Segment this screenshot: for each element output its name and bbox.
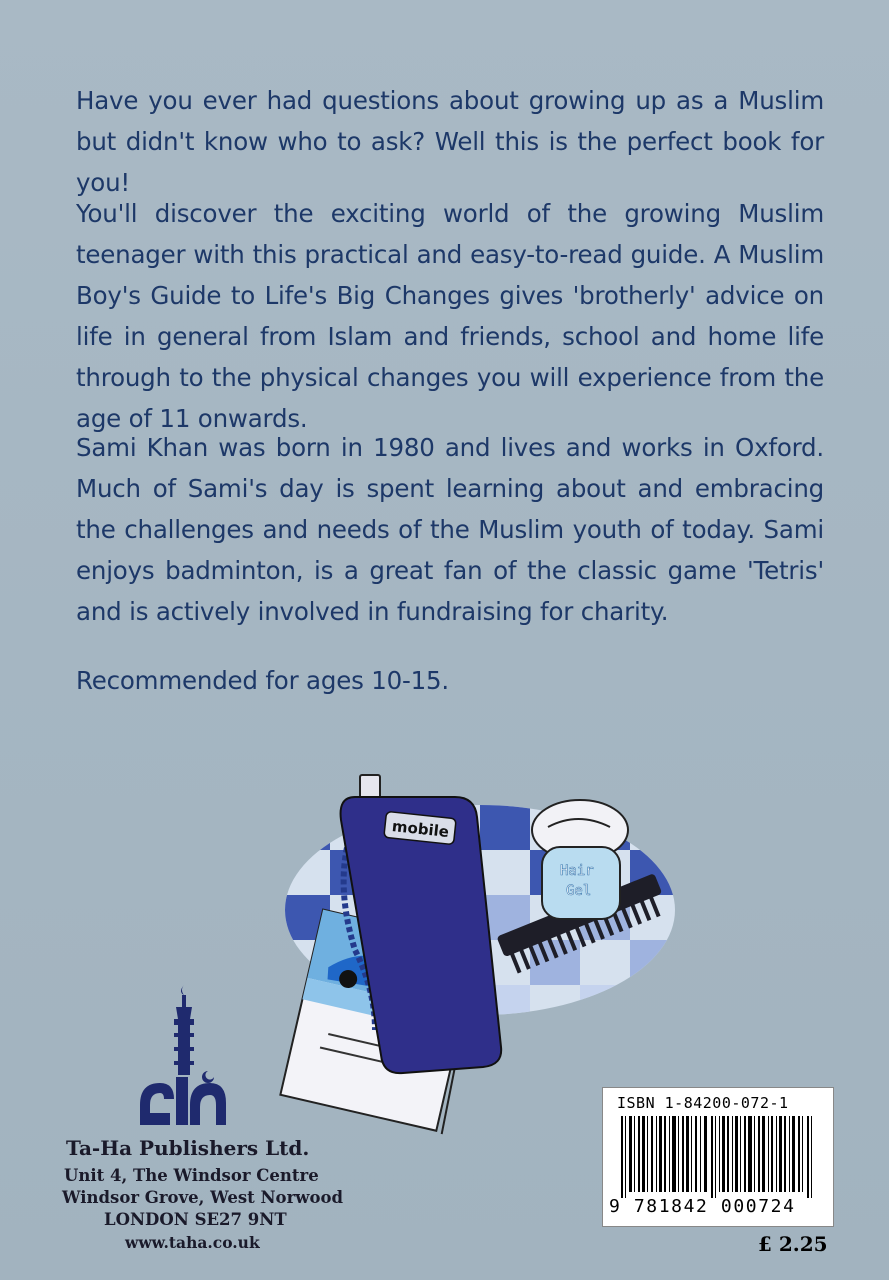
barcode-box (602, 1087, 834, 1227)
isbn-text: ISBN 1-84200-072-1 (617, 1094, 789, 1112)
publisher-name: Ta-Ha Publishers Ltd. (66, 1136, 310, 1160)
gel-label-line2: Gel (566, 883, 592, 899)
cover-illustration (260, 755, 680, 1135)
publisher-address-line2: Windsor Grove, West Norwood (62, 1188, 344, 1207)
blurb-paragraph-author-bio: Sami Khan was born in 1980 and lives and works in Oxford. Much of Sami's day is spent learning about and embracing the challenges and needs of the Muslim youth of today. Sami enjoys badminton, is a great fan of the classic game 'Tetris' and is actively involved in fundraising for charity. (76, 433, 824, 626)
ean-text: 9 781842 000724 (609, 1196, 796, 1217)
gel-label-line1: Hair (560, 863, 594, 879)
hair-gel-icon (532, 800, 628, 919)
barcode-icon (611, 1116, 825, 1198)
blurb-paragraph-description: You'll discover the exciting world of the growing Muslim teenager with this practical and easy-to-read guide. A Muslim Boy's Guide to Life's Big Changes gives 'brotherly' advice on life in general from Islam and friends, school and home life through to the physical changes you will experience from the age of 11 onwards. (76, 199, 824, 433)
publisher-address-line3: LONDON SE27 9NT (104, 1210, 287, 1229)
price-label: £ 2.25 (758, 1232, 828, 1256)
publisher-website: www.taha.co.uk (125, 1233, 260, 1252)
blurb-paragraph-intro: Have you ever had questions about growing up as a Muslim but didn't know who to ask? Well this is the perfect book for you! (76, 86, 824, 197)
blurb-paragraph-age-recommendation: Recommended for ages 10-15. (76, 666, 449, 695)
publisher-logo-icon (138, 985, 228, 1130)
publisher-address-line1: Unit 4, The Windsor Centre (64, 1166, 319, 1185)
phone-label: mobile (391, 817, 450, 841)
